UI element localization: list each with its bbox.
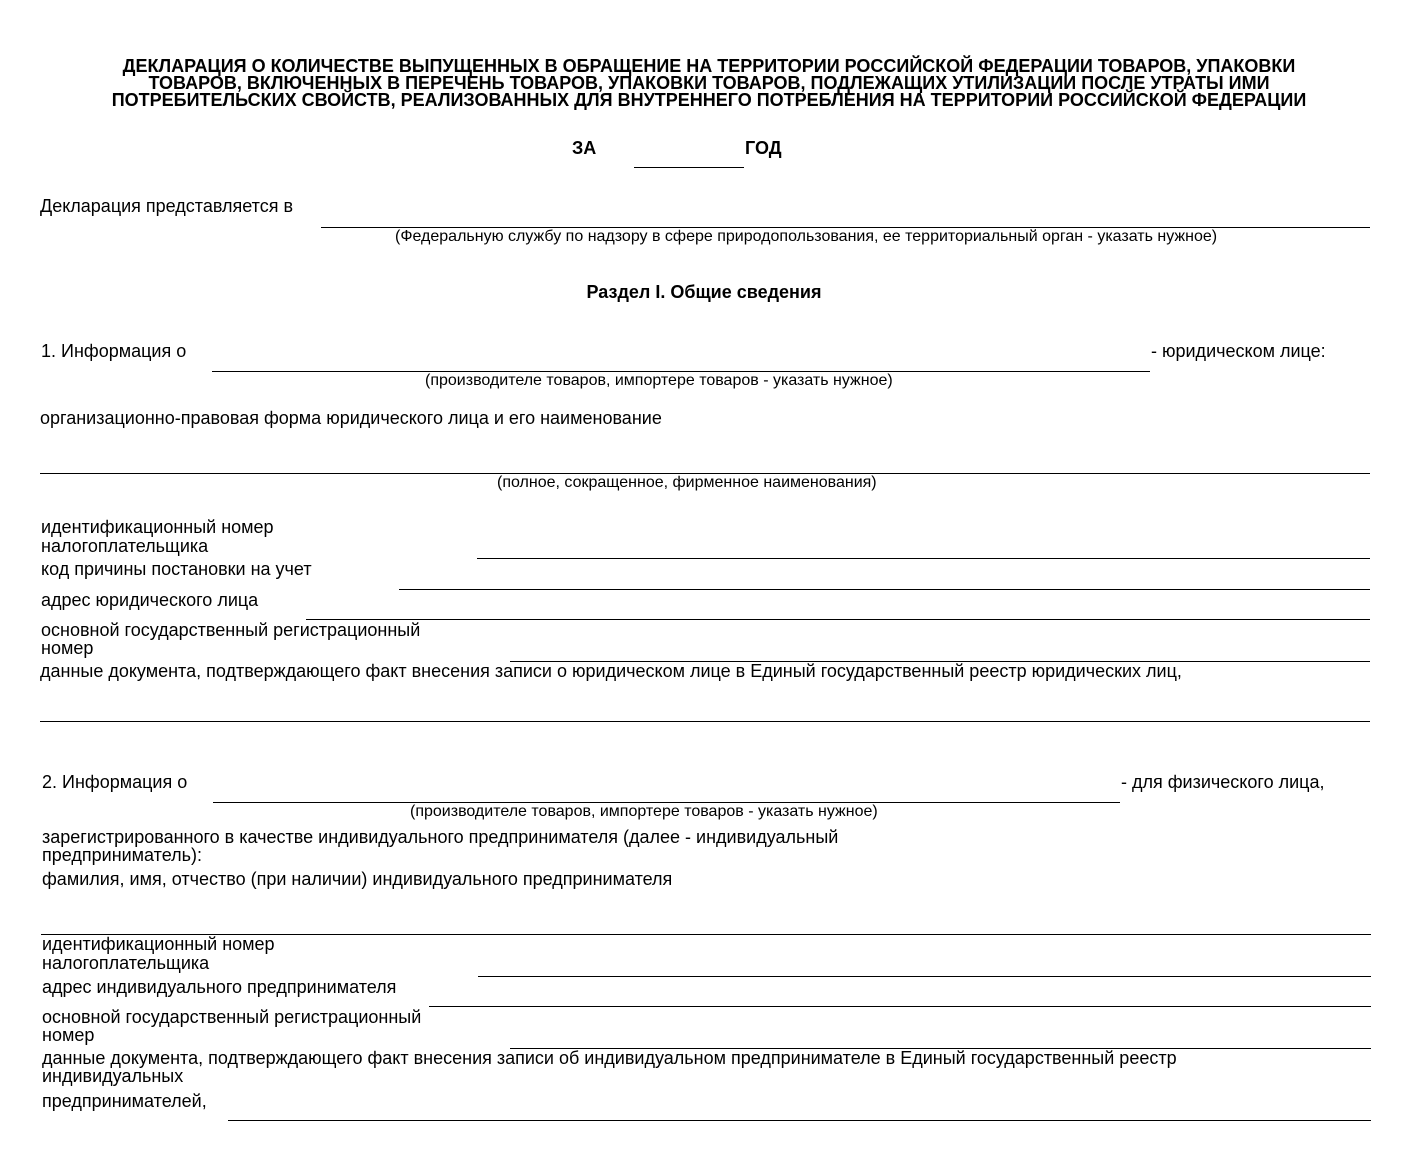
- individual-inn-underline: [478, 976, 1371, 977]
- individual-inn-label-line-1: идентификационный номер: [42, 934, 275, 954]
- section-title: Раздел I. Общие сведения: [586, 282, 822, 302]
- individual-info-hint: (производителе товаров, импортере товаров - указать нужное): [410, 803, 878, 820]
- legal-inn-label-line-1: идентификационный номер: [41, 517, 274, 537]
- individual-info-label: 2. Информация о: [42, 772, 188, 792]
- ogrnip-label-line-1: основной государственный регистрационный: [42, 1007, 422, 1027]
- individual-info-suffix: - для физического лица,: [1121, 772, 1325, 792]
- submission-label: Декларация представляется в: [40, 196, 294, 216]
- legal-info-label: 1. Информация о: [41, 341, 187, 361]
- legal-address-underline: [306, 619, 1370, 620]
- registered-line-1: зарегистрированного в качестве индивидуального предпринимателя (далее - индивидуальный: [42, 827, 839, 847]
- egrip-underline: [228, 1120, 1371, 1121]
- egrip-label-line-3: предпринимателей,: [42, 1091, 207, 1111]
- submission-hint: (Федеральную службу по надзору в сфере природопользования, ее территориальный орган - указать нужное): [395, 228, 1218, 245]
- legal-info-hint: (производителе товаров, импортере товаров - указать нужное): [425, 372, 893, 389]
- individual-address-underline: [429, 1006, 1371, 1007]
- org-form-label: организационно-правовая форма юридического лица и его наименование: [40, 408, 662, 428]
- document-title: [40, 58, 1378, 109]
- title-line-1: ДЕКЛАРАЦИЯ О КОЛИЧЕСТВЕ ВЫПУЩЕННЫХ В ОБРАЩЕНИЕ НА ТЕРРИТОРИИ РОССИЙСКОЙ ФЕДЕРАЦИИ ТОВАРОВ, УПАКОВКИ: [122, 56, 1296, 76]
- legal-inn-label-line-2: налогоплательщика: [41, 536, 209, 556]
- ogrnip-label-line-2: номер: [42, 1025, 95, 1045]
- egrul-underline: [40, 721, 1370, 722]
- legal-inn-underline: [477, 558, 1370, 559]
- year-underline: [634, 167, 744, 168]
- individual-address-label: адрес индивидуального предпринимателя: [42, 977, 397, 997]
- org-form-hint: (полное, сокращенное, фирменное наименования): [497, 474, 877, 491]
- year-prefix: ЗА: [572, 138, 597, 158]
- legal-info-suffix: - юридическом лице:: [1151, 341, 1326, 361]
- individual-inn-label-line-2: налогоплательщика: [42, 953, 210, 973]
- egrul-label: данные документа, подтверждающего факт внесения записи о юридическом лице в Единый государственный реестр юридических лиц,: [40, 661, 1182, 681]
- legal-address-label: адрес юридического лица: [41, 590, 259, 610]
- registered-line-2: предприниматель):: [42, 845, 203, 865]
- title-line-3: ПОТРЕБИТЕЛЬСКИХ СВОЙСТВ, РЕАЛИЗОВАННЫХ ДЛЯ ВНУТРЕННЕГО ПОТРЕБЛЕНИЯ НА ТЕРРИТОРИИ РОССИЙСКОЙ ФЕДЕРАЦИИ: [111, 90, 1307, 110]
- title-line-2: ТОВАРОВ, ВКЛЮЧЕННЫХ В ПЕРЕЧЕНЬ ТОВАРОВ, УПАКОВКИ ТОВАРОВ, ПОДЛЕЖАЩИХ УТИЛИЗАЦИИ ПОСЛЕ УТРАТЫ ИМИ: [148, 73, 1270, 93]
- egrip-label-line-1: данные документа, подтверждающего факт внесения записи об индивидуальном предпринимателе в Единый государственный реестр: [42, 1048, 1177, 1068]
- kpp-label: код причины постановки на учет: [41, 559, 312, 579]
- ogrn-label-line-2: номер: [41, 638, 94, 658]
- egrip-label-line-2: индивидуальных: [42, 1066, 184, 1086]
- kpp-underline: [399, 589, 1370, 590]
- fio-label: фамилия, имя, отчество (при наличии) индивидуального предпринимателя: [42, 869, 673, 889]
- year-suffix: ГОД: [745, 138, 782, 158]
- ogrn-label-line-1: основной государственный регистрационный: [41, 620, 421, 640]
